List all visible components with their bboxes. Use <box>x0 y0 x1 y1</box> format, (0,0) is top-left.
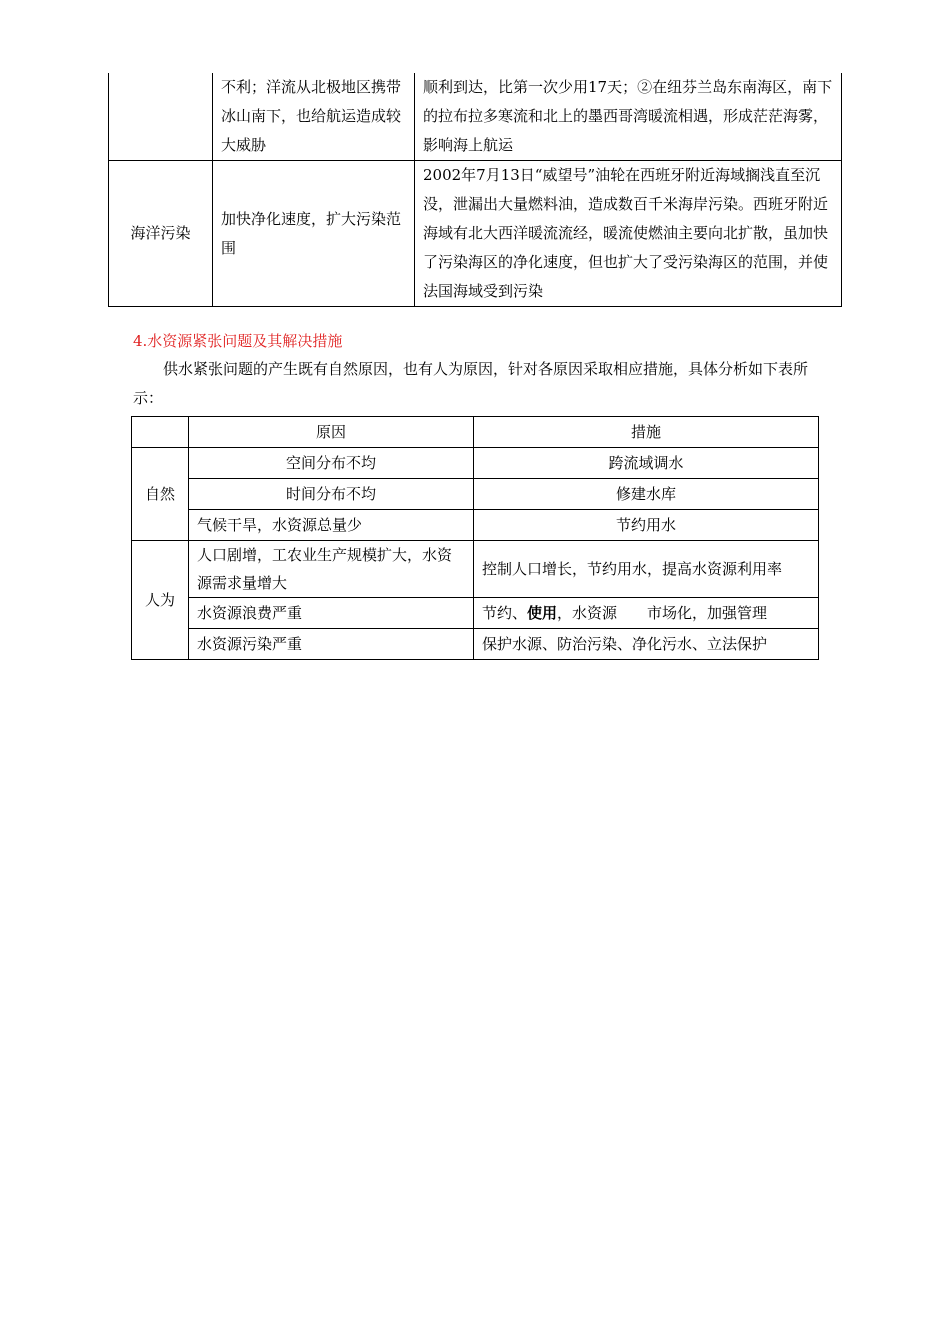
measure-cell: 修建水库 <box>474 479 819 510</box>
group-label-natural: 自然 <box>132 448 189 541</box>
cause-header: 原因 <box>189 417 474 448</box>
group-label-human: 人为 <box>132 541 189 660</box>
cause-cell: 水资源浪费严重 <box>189 598 474 629</box>
table-row <box>132 541 819 598</box>
effect-cell: 加快净化速度，扩大污染范围 <box>213 161 415 307</box>
table-row <box>132 510 819 541</box>
effect-cell: 不利；洋流从北极地区携带冰山南下，也给航运造成较大威胁 <box>213 73 415 161</box>
cause-cell: 人口剧增，工农业生产规模扩大，水资源需求量增大 <box>189 541 474 598</box>
corner-cell <box>132 417 189 448</box>
row-label <box>109 73 213 161</box>
measure-cell: 跨流域调水 <box>474 448 819 479</box>
header-row <box>132 417 819 448</box>
table-row <box>132 629 819 660</box>
table-row <box>132 448 819 479</box>
cause-cell: 气候干旱，水资源总量少 <box>189 510 474 541</box>
section-paragraph: 供水紧张问题的产生既有自然原因，也有人为原因，针对各原因采取相应措施，具体分析如下表所示： <box>133 360 809 407</box>
measure-text-b: 使用 <box>527 604 558 622</box>
measure-cell <box>474 598 819 629</box>
measure-text-a: 节约、 <box>482 604 528 622</box>
cause-cell: 水资源污染严重 <box>189 629 474 660</box>
table-row <box>132 479 819 510</box>
table-row <box>109 73 842 161</box>
example-cell: 2002年7月13日“威望号”油轮在西班牙附近海域搁浅直至沉没，泄漏出大量燃料油，造成数百千米海岸污染。西班牙附近海域有北大西洋暖流流经，暖流使燃油主要向北扩散，虽加快了污染海区的净化速度，但也扩大了受污染海区的范围，并使法国海域受到污染 <box>415 161 842 307</box>
table-row <box>109 161 842 307</box>
table-row <box>132 598 819 629</box>
water-shortage-table <box>131 416 819 660</box>
measure-cell: 节约用水 <box>474 510 819 541</box>
measure-header: 措施 <box>474 417 819 448</box>
section-heading: 4.水资源紧张问题及其解决措施 <box>133 332 343 350</box>
measure-cell: 控制人口增长，节约用水，提高水资源利用率 <box>474 541 819 598</box>
measure-cell: 保护水源、防治污染、净化污水、立法保护 <box>474 629 819 660</box>
row-label: 海洋污染 <box>109 161 213 307</box>
cause-cell: 时间分布不均 <box>189 479 474 510</box>
example-cell: 顺利到达，比第一次少用17天；②在纽芬兰岛东南海区，南下的拉布拉多寒流和北上的墨西哥湾暖流相遇，形成茫茫海雾，影响海上航运 <box>415 73 842 161</box>
ocean-current-effects-table <box>108 73 842 307</box>
cause-cell: 空间分布不均 <box>189 448 474 479</box>
measure-text-c: ，水资源 市场化，加强管理 <box>557 604 768 622</box>
